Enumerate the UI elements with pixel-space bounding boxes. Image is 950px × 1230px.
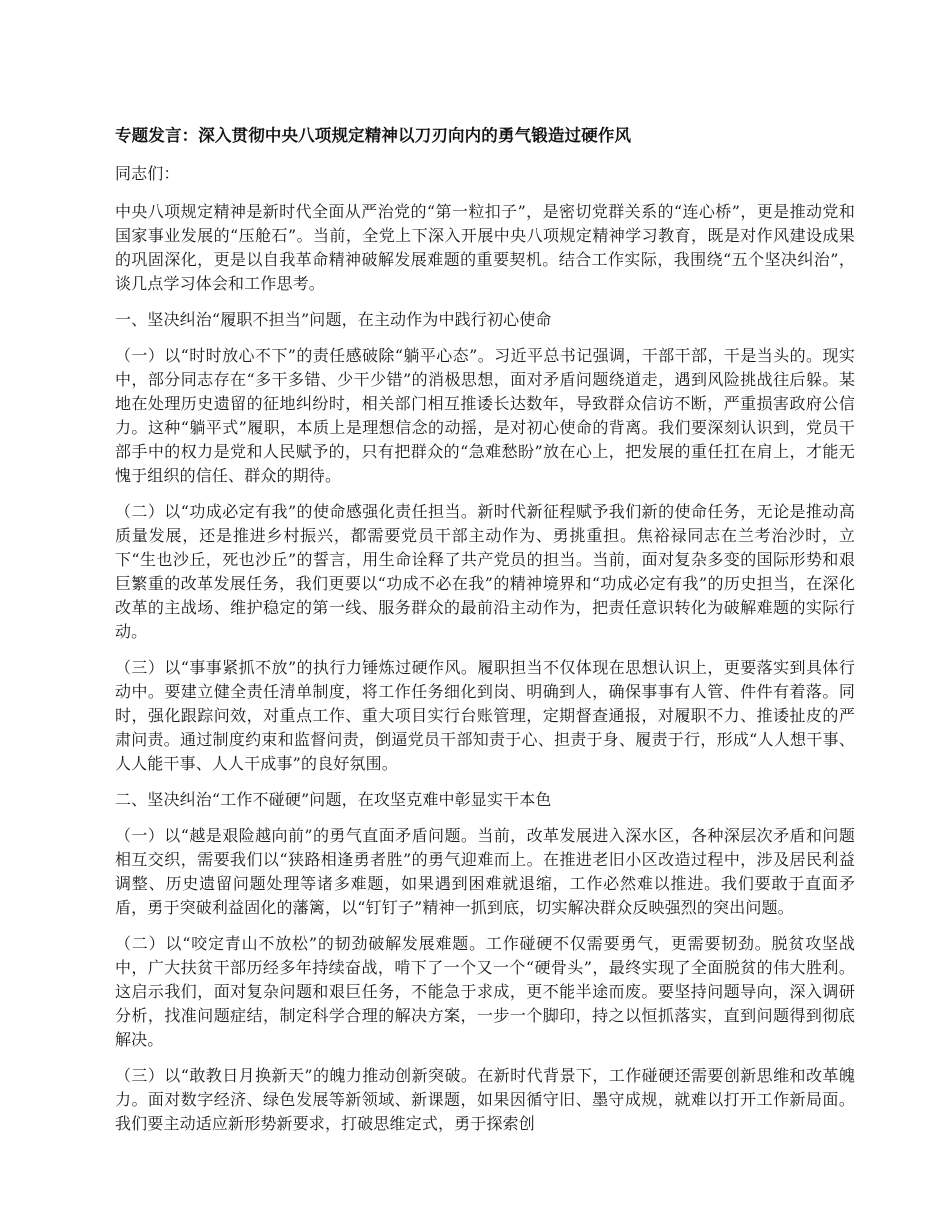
salutation: 同志们： [115,164,180,183]
document-body [115,124,855,1148]
section-2-paragraph-2: （二）以“咬定青山不放松”的韧劲破解发展难题。工作碰硬不仅需要勇气，更需要韧劲。脱贫攻坚战中，广大扶贫干部历经多年持续奋战，啃下了一个又一个“硬骨头”，最终实现了全面脱贫的伟大胜利。这启示我们，面对复杂问题和艰巨任务，不能急于求成，更不能半途而废。要坚持问题导向，深入调研分析，找准问题症结，制定科学合理的解决方案，一步一个脚印，持之以恒抓落实，直到问题得到彻底解决。 [115,934,855,1049]
section-1-heading: 一、坚决纠治“履职不担当”问题，在主动作为中践行初心使命 [115,310,552,329]
section-2-paragraph-3: （三）以“敢教日月换新天”的魄力推动创新突破。在新时代背景下，工作碰硬还需要创新思维和改革魄力。面对数字经济、绿色发展等新领域、新课题，如果因循守旧、墨守成规，就难以打开工作新局面。我们要主动适应新形势新要求，打破思维定式，勇于探索创 [115,1066,855,1133]
section-2-heading: 二、坚决纠治“工作不碰硬”问题，在攻坚克难中彰显实干本色 [115,790,552,809]
section-2-paragraph-1: （一）以“越是艰险越向前”的勇气直面矛盾问题。当前，改革发展进入深水区，各种深层次矛盾和问题相互交织，需要我们以“狭路相逢勇者胜”的勇气迎难而上。在推进老旧小区改造过程中，涉及居民利益调整、历史遗留问题处理等诸多难题，如果遇到困难就退缩，工作必然难以推进。我们要敢于直面矛盾，勇于突破利益固化的藩篱，以“钉钉子”精神一抓到底，切实解决群众反映强烈的突出问题。 [115,826,855,917]
document-title: 专题发言：深入贯彻中央八项规定精神以刀刃向内的勇气锻造过硬作风 [115,126,632,145]
section-1-paragraph-3: （三）以“事事紧抓不放”的执行力锤炼过硬作风。履职担当不仅体现在思想认识上，更要落实到具体行动中。要建立健全责任清单制度，将工作任务细化到岗、明确到人，确保事事有人管、件件有着落。同时，强化跟踪问效，对重点工作、重大项目实行台账管理，定期督查通报，对履职不力、推诿扯皮的严肃问责。通过制度约束和监督问责，倒逼党员干部知责于心、担责于身、履责于行，形成“人人想干事、人人能干事、人人干成事”的良好氛围。 [115,658,855,773]
section-1-paragraph-1: （一）以“时时放心不下”的责任感破除“躺平心态”。习近平总书记强调，干部干部，干是当头的。现实中，部分同志存在“多干多错、少干少错”的消极思想，面对矛盾问题绕道走，遇到风险挑战往后躲。某地在处理历史遗留的征地纠纷时，相关部门相互推诿长达数年，导致群众信访不断，严重损害政府公信力。这种“躺平式”履职，本质上是理想信念的动摇，是对初心使命的背离。我们要深刻认识到，党员干部手中的权力是党和人民赋予的，只有把群众的“急难愁盼”放在心上，把发展的重任扛在肩上，才能无愧于组织的信任、群众的期待。 [115,346,855,485]
section-1-paragraph-2: （二）以“功成必定有我”的使命感强化责任担当。新时代新征程赋予我们新的使命任务，无论是推动高质量发展，还是推进乡村振兴，都需要党员干部主动作为、勇挑重担。焦裕禄同志在兰考治沙时，立下“生也沙丘，死也沙丘”的誓言，用生命诠释了共产党员的担当。当前，面对复杂多变的国际形势和艰巨繁重的改革发展任务，我们更要以“功成不必在我”的精神境界和“功成必定有我”的历史担当，在深化改革的主战场、维护稳定的第一线、服务群众的最前沿主动作为，把责任意识转化为破解难题的实际行动。 [115,502,855,641]
intro-paragraph: 中央八项规定精神是新时代全面从严治党的“第一粒扣子”，是密切党群关系的“连心桥”，更是推动党和国家事业发展的“压舱石”。当前，全党上下深入开展中央八项规定精神学习教育，既是对作风建设成果的巩固深化，更是以自我革命精神破解发展难题的重要契机。结合工作实际，我围绕“五个坚决纠治”，谈几点学习体会和工作思考。 [115,202,855,293]
